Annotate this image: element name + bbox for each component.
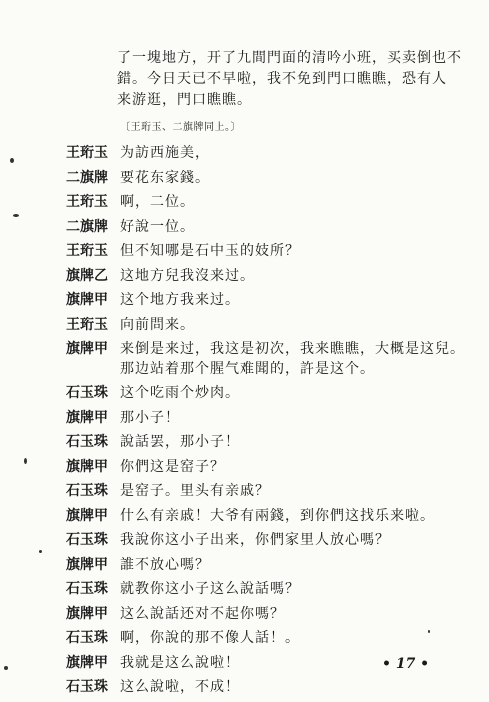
ink-speck (4, 666, 8, 670)
dialogue-row (66, 408, 466, 433)
dialogue-text: 向前問来。 (120, 316, 195, 333)
dialogue-row (66, 506, 466, 531)
dialogue-text: 就教你这小子这么說話嗎？ (120, 581, 300, 597)
dialogue-text: 但不知哪是石中玉的妓所？ (120, 243, 300, 259)
dialogue-text: 是窑子。里头有亲戚？ (120, 483, 270, 499)
dialogue-row (66, 432, 466, 457)
dialogue-text: 啊，你說的那不像人話！。 (120, 630, 300, 646)
intro-paragraph (117, 48, 462, 111)
dialogue-text: 誰不放心嗎？ (120, 556, 210, 573)
dialogue-row (66, 481, 466, 506)
intro-line: 錯。今日天已不早啦，我不免到門口瞧瞧，恐有人 (117, 71, 447, 87)
dialogue-row (66, 579, 466, 604)
dialogue-row (66, 192, 466, 217)
stage-direction: 〔王珩玉、二旗牌同上。〕 (120, 122, 241, 133)
dialogue-row (66, 604, 466, 629)
dialogue-text: 这么說話还对不起你嗎？ (120, 605, 285, 622)
speaker-name: 旗牌甲 (66, 409, 108, 426)
speaker-name: 王珩玉 (66, 145, 108, 161)
speaker-name: 王珩玉 (66, 316, 108, 333)
dialogue-row (66, 677, 466, 702)
speaker-name: 旗牌甲 (66, 605, 108, 622)
dialogue-row (66, 143, 466, 168)
dialogue-row (66, 315, 466, 340)
speaker-name: 旗牌甲 (66, 341, 108, 357)
dialogue-text: 要花东家錢。 (120, 169, 210, 186)
dialogue-text: 啊，二位。 (120, 194, 195, 210)
dialogue-text: 你們这是窑子？ (120, 458, 225, 475)
dialogue-row (66, 241, 466, 266)
dialogue-row (66, 457, 466, 482)
speaker-name: 旗牌甲 (66, 507, 108, 524)
dialogue-row (66, 628, 466, 653)
dialogue-text: 为訪西施美， (120, 145, 210, 161)
intro-line: 了一塊地方，开了九間門面的清吟小班，买卖倒也不 (117, 50, 462, 66)
speaker-name: 石玉珠 (66, 630, 108, 646)
speaker-name: 石玉珠 (66, 679, 108, 695)
speaker-name: 二旗牌 (66, 169, 108, 186)
speaker-name: 旗牌甲 (66, 292, 108, 308)
dialogue-row (66, 530, 466, 555)
ink-speck (10, 158, 14, 163)
dialogue-row (66, 555, 466, 580)
dialogue-text: 这地方兒我沒来过。 (120, 267, 255, 284)
dialogue-row (66, 168, 466, 193)
dialogue-text: 說話罢，那小子！ (120, 434, 240, 450)
dialogue-row (66, 266, 466, 291)
ink-speck (428, 630, 430, 633)
speaker-name: 二旗牌 (66, 218, 108, 235)
speaker-name: 石玉珠 (66, 483, 108, 499)
dialogue-text: 我就是这么說啦！ (120, 654, 240, 671)
dialogue-text: 这个地方我来过。 (120, 292, 240, 308)
intro-line: 来游逛，門口瞧瞧。 (117, 92, 252, 108)
dialogue-row (66, 290, 466, 315)
dialogue-text: 这么說啦，不成！ (120, 679, 240, 695)
dialogue-row (66, 339, 466, 383)
dialogue-text: 来倒是来过，我这是初次，我来瞧瞧，大概是这兒。那边站着那个腥气难聞的，許是这个。 (120, 341, 465, 377)
ink-speck (13, 214, 19, 217)
dialogue-text: 这个吃雨个炒肉。 (120, 385, 240, 401)
dialogue-row (66, 383, 466, 408)
dialogue-row (66, 217, 466, 242)
speaker-name: 石玉珠 (66, 581, 108, 597)
dialogue-text: 我說你这小子出来，你們家里人放心嗎？ (120, 532, 390, 548)
speaker-name: 王珩玉 (66, 194, 108, 210)
speaker-name: 旗牌甲 (66, 654, 108, 671)
speaker-name: 石玉珠 (66, 434, 108, 450)
ink-speck (39, 550, 42, 553)
speaker-name: 石玉珠 (66, 385, 108, 401)
dialogue-text: 那小子！ (120, 409, 180, 426)
speaker-name: 石玉珠 (66, 532, 108, 548)
speaker-name: 王珩玉 (66, 243, 108, 259)
speaker-name: 旗牌甲 (66, 458, 108, 475)
dialogue-text: 什么有亲戚！大爷有兩錢，到你們这找乐来啦。 (120, 507, 435, 524)
dialogue-list (66, 143, 466, 702)
dialogue-text: 好說一位。 (120, 218, 195, 235)
ink-speck (24, 458, 27, 464)
page-number: • 17 • (382, 656, 430, 672)
speaker-name: 旗牌甲 (66, 556, 108, 573)
speaker-name: 旗牌乙 (66, 267, 108, 284)
